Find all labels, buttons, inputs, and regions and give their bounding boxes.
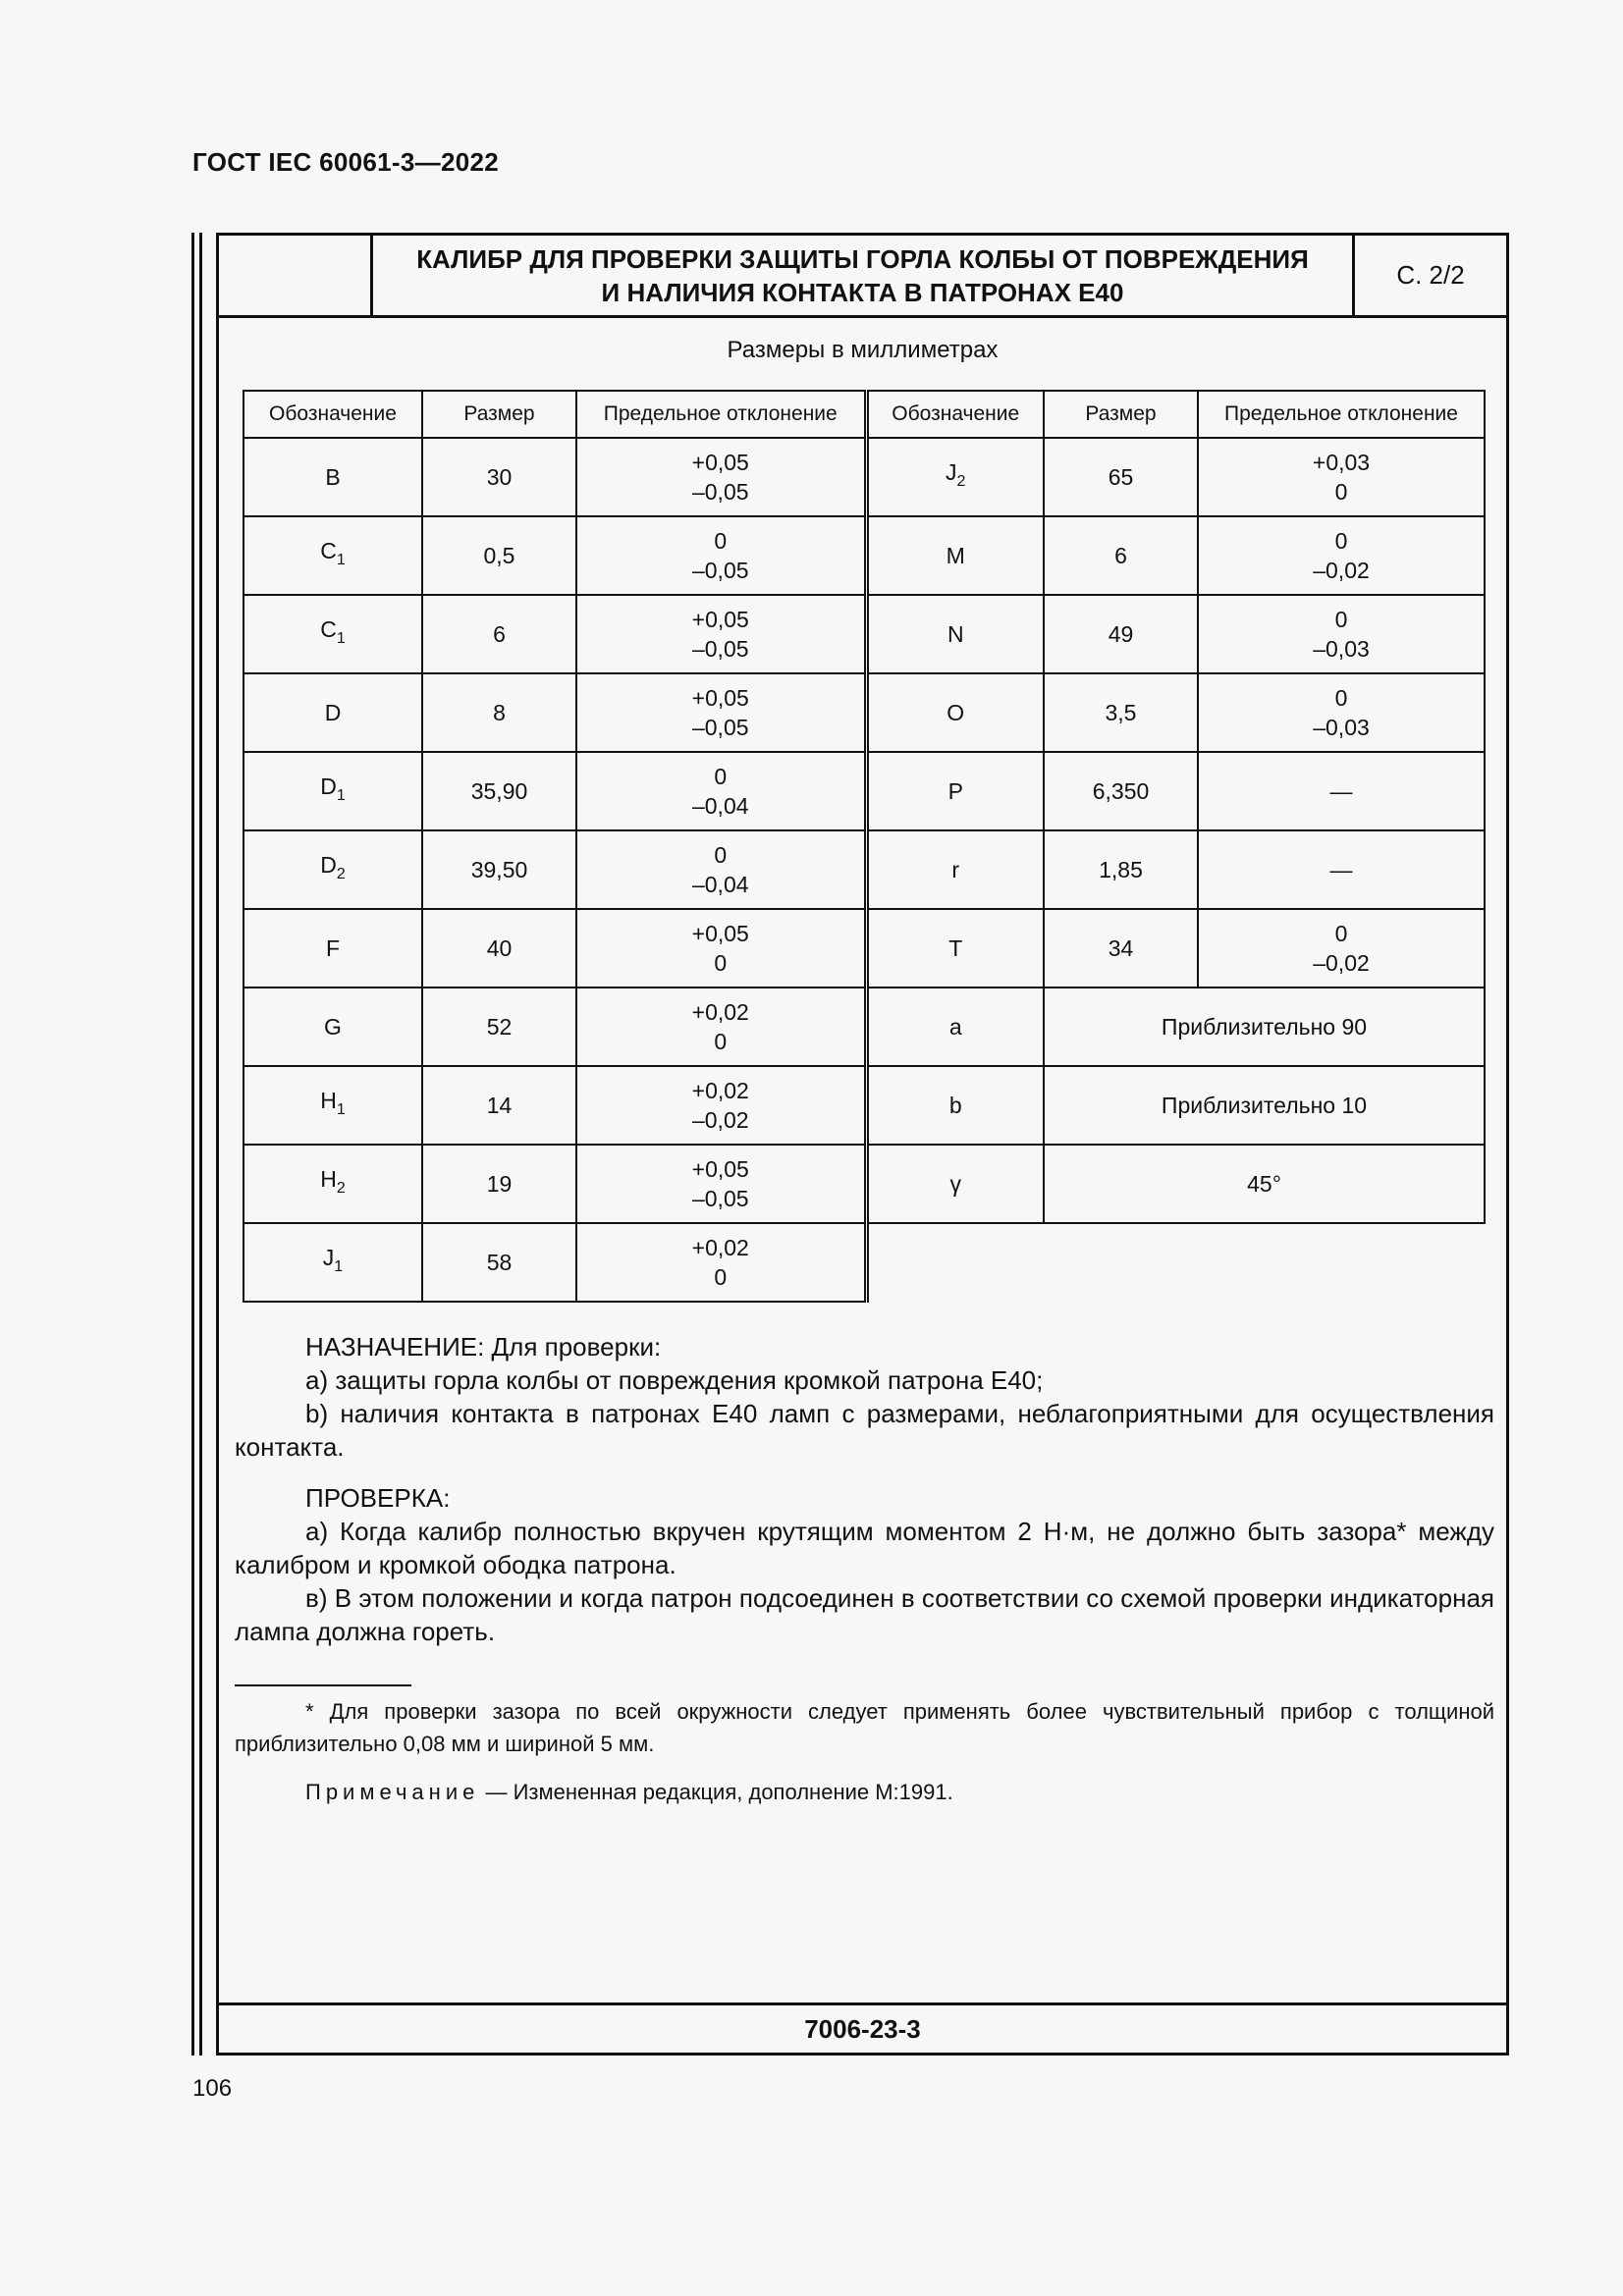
designation-cell: $H_2$ [243, 1145, 422, 1223]
tolerance-cell: — [1198, 830, 1485, 909]
tolerance-upper: 0 [714, 528, 728, 554]
tolerance-upper: 0 [1334, 607, 1348, 632]
tolerance-upper: 0 [1334, 921, 1348, 946]
designation-cell: $J_2$ [866, 438, 1044, 516]
merged-value-cell: Приблизительно 90 [1044, 988, 1485, 1066]
designation-cell: O [866, 673, 1044, 752]
tolerance-upper: +0,02 [691, 1078, 749, 1103]
column-header: Размер [1044, 391, 1198, 438]
tolerance-cell [576, 830, 866, 909]
size-cell: 19 [422, 1145, 576, 1223]
check-item-a: а) Когда калибр полностью вкручен крутящим моментом 2 Н·м, не должно быть зазора* между калибром и кромкой ободка патрона. [235, 1517, 1494, 1579]
sheet-title [373, 236, 1355, 315]
tolerance-upper: 0 [714, 764, 728, 789]
check-heading: ПРОВЕРКА: [305, 1483, 451, 1513]
designation-cell: N [866, 595, 1044, 673]
merged-value-cell: Приблизительно 10 [1044, 1066, 1485, 1145]
tolerance-cell [576, 516, 866, 595]
tolerance-lower: –0,05 [691, 715, 749, 740]
designation-cell: B [243, 438, 422, 516]
title-block-blank-cell [219, 236, 373, 315]
tolerance-lower: –0,03 [1313, 636, 1370, 662]
designation-cell: $H_1$ [243, 1066, 422, 1145]
dimensions-table [243, 390, 1486, 1303]
sheet-number: С. 2/2 [1396, 260, 1465, 290]
table-header-row [243, 391, 1485, 438]
designation-cell: γ [866, 1145, 1044, 1223]
tolerance-upper: 0 [1334, 528, 1348, 554]
tolerance-lower: –0,05 [691, 636, 749, 662]
tolerance-cell [576, 1066, 866, 1145]
size-cell: 3,5 [1044, 673, 1198, 752]
tolerance-lower: –0,02 [1313, 558, 1370, 583]
designation-cell: $C_1$ [243, 595, 422, 673]
tolerance-lower: 0 [714, 950, 728, 976]
footnote-separator [235, 1684, 411, 1686]
table-row [243, 830, 1485, 909]
note-text: — Измененная редакция, дополнение М:1991. [479, 1780, 953, 1804]
tolerance-upper: +0,05 [691, 1156, 749, 1182]
size-cell: 6,350 [1044, 752, 1198, 830]
footnote-text: * Для проверки зазора по всей окружности следует применять более чувствительный прибор с толщиной приблизительно 0,08 мм и шириной 5 мм. [235, 1699, 1494, 1756]
table-row [243, 673, 1485, 752]
drawing-sheet-frame [216, 233, 1509, 2056]
designation-cell: P [866, 752, 1044, 830]
tolerance-cell [1198, 438, 1485, 516]
designation-cell: r [866, 830, 1044, 909]
size-cell: 30 [422, 438, 576, 516]
tolerance-cell [1198, 909, 1485, 988]
page-number: 106 [192, 2075, 233, 2102]
size-cell: 52 [422, 988, 576, 1066]
designation-cell: $C_1$ [243, 516, 422, 595]
tolerance-upper: 0 [1334, 685, 1348, 711]
tolerance-upper: +0,02 [691, 999, 749, 1025]
designation-cell: G [243, 988, 422, 1066]
title-block [219, 236, 1506, 318]
tolerance-lower: –0,03 [1313, 715, 1370, 740]
purpose-section [235, 1330, 1494, 1648]
table-row [243, 909, 1485, 988]
tolerance-lower: –0,04 [691, 872, 749, 897]
tolerance-cell [576, 1145, 866, 1223]
tolerance-cell [576, 673, 866, 752]
binding-rail-inner [199, 233, 202, 2056]
tolerance-cell [576, 595, 866, 673]
tolerance-lower: –0,05 [691, 558, 749, 583]
note [305, 1780, 953, 1805]
table-row [243, 516, 1485, 595]
designation-cell: $J_1$ [243, 1223, 422, 1302]
document-header: ГОСТ IEC 60061-3—2022 [192, 147, 499, 177]
tolerance-lower: –0,05 [691, 479, 749, 505]
column-header: Обозначение [243, 391, 422, 438]
table-row [243, 438, 1485, 516]
size-cell: 35,90 [422, 752, 576, 830]
sheet-title-line-2: И НАЛИЧИЯ КОНТАКТА В ПАТРОНАХ Е40 [601, 277, 1124, 307]
column-header: Предельное отклонение [576, 391, 866, 438]
tolerance-lower: –0,05 [691, 1186, 749, 1211]
tolerance-cell [1198, 516, 1485, 595]
designation-cell: F [243, 909, 422, 988]
table-row [243, 1223, 1485, 1302]
tolerance-cell [1198, 673, 1485, 752]
tolerance-lower: 0 [1334, 479, 1348, 505]
tolerance-upper: 0 [714, 842, 728, 868]
tolerance-lower: 0 [714, 1029, 728, 1054]
purpose-item-b: b) наличия контакта в патронах Е40 ламп с размерами, неблагоприятными для осуществления контакта. [235, 1399, 1494, 1462]
tolerance-upper: +0,05 [691, 921, 749, 946]
merged-value-cell: 45° [1044, 1145, 1485, 1223]
size-cell: 8 [422, 673, 576, 752]
tolerance-lower: –0,04 [691, 793, 749, 819]
size-cell: 39,50 [422, 830, 576, 909]
size-cell: 58 [422, 1223, 576, 1302]
note-label: Примечание [305, 1780, 480, 1804]
binding-rail-outer [191, 233, 194, 2056]
column-header: Предельное отклонение [1198, 391, 1485, 438]
tolerance-cell [576, 752, 866, 830]
tolerance-upper: +0,05 [691, 685, 749, 711]
tolerance-cell [576, 988, 866, 1066]
sheet-code: 7006-23-3 [804, 2013, 921, 2044]
size-cell: 0,5 [422, 516, 576, 595]
footnote [235, 1695, 1494, 1760]
size-cell: 65 [1044, 438, 1198, 516]
size-cell: 40 [422, 909, 576, 988]
designation-cell: T [866, 909, 1044, 988]
tolerance-cell [576, 438, 866, 516]
tolerance-upper: +0,05 [691, 607, 749, 632]
size-cell: 34 [1044, 909, 1198, 988]
size-cell: 49 [1044, 595, 1198, 673]
designation-cell: b [866, 1066, 1044, 1145]
designation-cell: a [866, 988, 1044, 1066]
tolerance-cell [576, 1223, 866, 1302]
tolerance-lower: –0,02 [691, 1107, 749, 1133]
tolerance-upper: +0,02 [691, 1235, 749, 1260]
table-row [243, 595, 1485, 673]
tolerance-lower: 0 [714, 1264, 728, 1290]
table-row [243, 1066, 1485, 1145]
size-cell: 14 [422, 1066, 576, 1145]
table-row [243, 988, 1485, 1066]
tolerance-upper: +0,03 [1312, 450, 1371, 475]
units-caption: Размеры в миллиметрах [727, 337, 999, 363]
check-item-b: в) В этом положении и когда патрон подсоединен в соответствии со схемой проверки индикаторная лампа должна гореть. [235, 1583, 1494, 1646]
size-cell: 1,85 [1044, 830, 1198, 909]
designation-cell: M [866, 516, 1044, 595]
column-header: Размер [422, 391, 576, 438]
purpose-item-a: а) защиты горла колбы от повреждения кромкой патрона Е40; [305, 1365, 1044, 1395]
column-header: Обозначение [866, 391, 1044, 438]
tolerance-cell [1198, 595, 1485, 673]
designation-cell: $D_2$ [243, 830, 422, 909]
tolerance-upper: +0,05 [691, 450, 749, 475]
table-row [243, 1145, 1485, 1223]
size-cell: 6 [1044, 516, 1198, 595]
table-row [243, 752, 1485, 830]
size-cell: 6 [422, 595, 576, 673]
tolerance-cell: — [1198, 752, 1485, 830]
designation-cell: D [243, 673, 422, 752]
designation-cell: $D_1$ [243, 752, 422, 830]
tolerance-cell [576, 909, 866, 988]
purpose-heading: НАЗНАЧЕНИЕ: Для проверки: [305, 1332, 662, 1362]
sheet-title-line-1: КАЛИБР ДЛЯ ПРОВЕРКИ ЗАЩИТЫ ГОРЛА КОЛБЫ ОТ ПОВРЕЖДЕНИЯ [416, 243, 1309, 274]
tolerance-lower: –0,02 [1313, 950, 1370, 976]
